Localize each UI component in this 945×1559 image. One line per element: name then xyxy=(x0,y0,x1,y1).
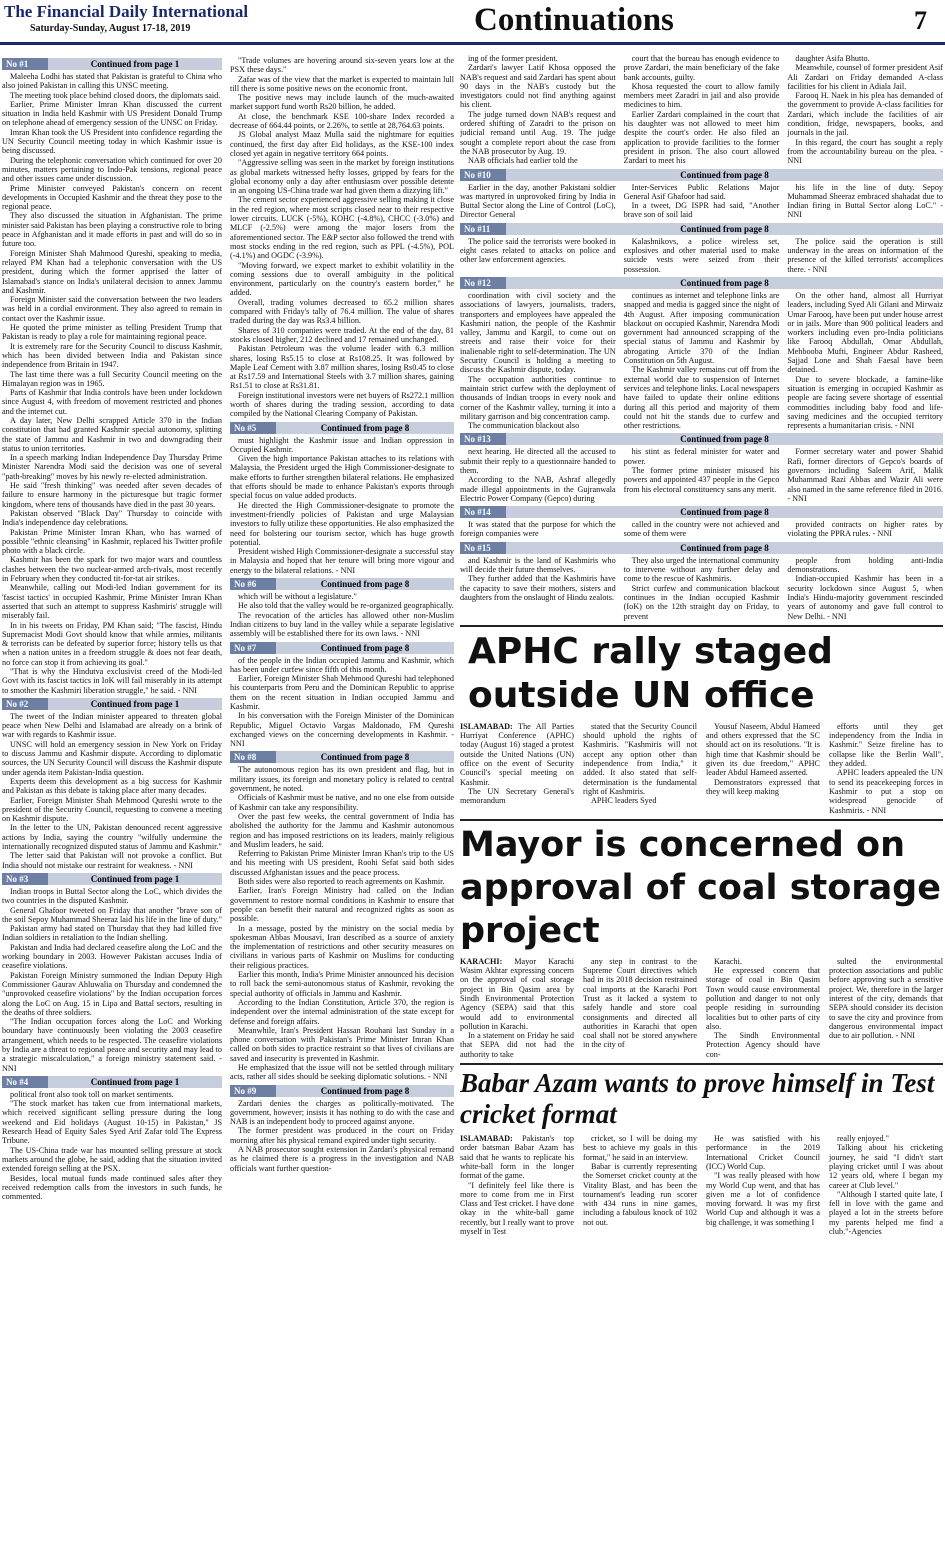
paragraph: UNSC will hold an emergency session in New York on Friday to discuss Jammu and Kashmir dispute. According to diplomatic sources, the UN Security Council will discuss the Kashmir dispute under agenda item Pakistan-India question. xyxy=(2,739,222,777)
paragraph: In his conversation with the Foreign Minister of the Dominican Republic, Miguel Octavio Vargas Maldonado, FM Qureshi exchanged views on the concerning developments in Kashmir. - NNI xyxy=(230,711,454,749)
paragraph: Both sides were also reported to reach agreements on Kashmir. xyxy=(238,877,445,887)
paragraph: In in his tweets on Friday, PM Khan said; "The fascist, Hindu Supremacist Modi Govt should know that while armies, militants & terrorists can be defeated by superior force; history tells us that when a nation unites in a freedom struggle & does not fear death, no force can stop it from achieving its goal." xyxy=(2,620,222,667)
paragraph: Mayor Karachi Wasim Akhtar expressing concern on the approval of coal storage project in Bin Qasim area by Sindh Environmental Protection Agency (SEPA) said that this would add to environmental pollution in Karachi. xyxy=(460,956,574,1031)
continuation-text-block xyxy=(460,54,943,166)
paragraph: During the telephonic conversation which continued for over 20 minutes, matters pertaining to Indo-Pak tensions, regional peace and other issues came under discussion. xyxy=(2,155,222,184)
story-mayor-coal xyxy=(460,824,943,1059)
continuation-text xyxy=(624,520,780,539)
continuation-header xyxy=(460,169,943,181)
continuation-label: Continued from page 8 xyxy=(276,422,454,434)
continuation-text xyxy=(460,54,616,166)
paragraph: provided contracts on higher rates by violating the PPRA rules. - NNI xyxy=(787,520,943,539)
continuation-label: Continued from page 8 xyxy=(276,578,454,590)
paragraph: must highlight the Kashmir issue and Indian oppression in Occupied Kashmir. xyxy=(230,435,454,454)
continuation-text xyxy=(230,56,454,419)
paragraph: court that the bureau has enough evidence to prove Zardari, the main beneficiary of the fake bank accounts, guilty. xyxy=(623,54,780,82)
paragraph: Earlier Zardari complained in the court that his daughter was not allowed to meet him despite the court's order. He also filed an application to provide facilities to the former president in prison. The also court allowed Zardari to meet his xyxy=(623,109,780,166)
continuation-text xyxy=(2,1090,222,1202)
story-babar-azam xyxy=(460,1068,943,1236)
paragraph: Indian-occupied Kashmir has been in a security lockdown since August 5, when India's Hindu-majority government rescinded years of autonomy and gave full control to New Delhi. - NNI xyxy=(787,574,943,621)
paragraph: A NAB prosecutor sought extension in Zardari's physical remand as he claimed there is a progress in the investigation and NAB officials want further question- xyxy=(230,1145,454,1173)
paragraph: Indian troops in Buttal Sector along the LoC, which divides the two countries in the disputed Kashmir. xyxy=(2,886,222,906)
paragraph: "Moving forward, we expect market to exhibit volatility in the coming sessions due to overall ambiguity in the political environment, particularly on the country's eastern border," he added. xyxy=(230,260,454,298)
paragraph: Earlier, Prime Minister Imran Khan discussed the current situation in India held Kashmir with US President Donald Trump on telephone ahead of emergency session of the UNSC on Friday. xyxy=(2,99,222,128)
page-number: 7 xyxy=(914,6,927,35)
continuation-label: Continued from page 8 xyxy=(276,642,454,654)
paragraph: cricket, so I will be doing my best to achieve my goals in this format," he said in an interview. xyxy=(583,1134,697,1162)
continuation-header xyxy=(460,223,943,235)
paragraph: The letter said that Pakistan will not provoke a conflict. But India should not mistake our restraint for weakness. - NNI xyxy=(2,851,222,870)
continuation-text xyxy=(624,291,780,430)
paragraph: The Kashmir valley remains cut off from the external world due to suspension of Internet services and telephone links. Local newspapers have failed to update their online editions during all this period and majority of them could not hit the stands due to curfew and other restrictions. xyxy=(623,365,780,431)
paragraph: "Although I started quite late, I fell in love with the game and played a lot in the streets before my parents helped me find a club."-Agencies xyxy=(829,1189,943,1237)
story-column xyxy=(706,957,820,1059)
continuation-text xyxy=(787,183,943,220)
continuation-header xyxy=(460,433,943,445)
paragraph: President wished High Commissioner-designate a successful stay in Malaysia and hoped that her tenure will bring more vigour and energy to the bilateral relations. - NNI xyxy=(230,547,454,575)
paragraph: Officials of Kashmir must be native, and no one else from outside of Kashmir can take any responsibility. xyxy=(230,793,454,812)
paragraph: Zardari denies the charges as politically-motivated. The government, however; insists it has nothing to do with the case and NAB is an independent body to proceed against anyone. xyxy=(230,1098,454,1127)
story-column xyxy=(706,1134,820,1236)
story-column xyxy=(829,722,943,815)
paragraph: The former prime minister misused his powers and appointed 437 people in the Gepco from his electoral constituency sans any merit. xyxy=(623,465,780,494)
paragraph: Karachi. xyxy=(714,956,742,966)
section-title: Continuations xyxy=(474,2,674,38)
paragraph: He emphasized that the issue will not be settled through military acts, rather all sides should be seeking diplomatic solutions. - NNI xyxy=(230,1062,454,1082)
paragraph: of the people in the Indian occupied Jammu and Kashmir, which has been under curfew since fifth of this month. xyxy=(230,655,454,674)
paragraph: According to the Indian Constitution, Article 370, the region is independent over the internal administration of the state except for defense and foreign affairs. xyxy=(230,997,454,1026)
story-headline: Babar Azam wants to prove himself in Test cricket format xyxy=(460,1068,935,1130)
paragraph: The autonomous region has its own president and flag, but in military issues, its foreign and monetary policy is related to central government, he noted. xyxy=(230,765,454,794)
continuation-text xyxy=(460,447,616,503)
paragraph: Experts deem this development as a big success for Kashmir and Pakistan as this debate is taking place after many decades. xyxy=(2,776,222,796)
paragraph: stated that the Security Council should uphold the rights of Kashmiris. "Kashmiris will not accept any option other than independence from India," it added. It also stated that self-determination is the fundamental right of Kashmiris. xyxy=(583,721,697,796)
continuation-header xyxy=(2,873,222,885)
continuation-label: Continued from page 8 xyxy=(506,277,943,289)
story-headline: APHC rally staged outside UN office xyxy=(468,630,833,716)
paragraph: He quoted the prime minister as telling President Trump that Pakistan is ready to play a role for maintaining regional peace. xyxy=(2,323,222,342)
continuation-text-block xyxy=(460,291,943,430)
paragraph: In a tweet, DG ISPR had said, "Another brave son of soil laid xyxy=(623,201,780,220)
section-divider xyxy=(460,1063,943,1065)
paragraph: Meanwhile, Iran's President Hassan Rouhani last Sunday in a phone conversation with Pakistan's Prime Minister Imran Khan called on both sides to practice restraint so that lives of civilians are saved and insecurity is prevented in Kashmir. xyxy=(230,1025,454,1063)
paragraph: Prime Minister conveyed Pakistan's concern on recent developments in Occupied Kashmir and the threat they pose to the regional peace. xyxy=(2,183,222,212)
paragraph: sulted the environmental protection associations and public before approving such a sensitive project. We, therefore in the larger interest of the city, demands that SEPA should consider its decision to save the city and province from dangerous environmental impact due to air pollution. - NNI xyxy=(829,956,943,1041)
paragraph: "The stock market has taken cue from international markets, which received significant selling pressure during the long weekend and Eid holidays (August 10-15) in Pakistan," JS Research Head of Equity Sales Syed Arif Zafar told The Express Tribune. xyxy=(2,1099,222,1146)
paragraph: Earlier, Iran's Foreign Ministry had called on the Indian government to restore normal conditions in Kashmir to ensure that people can benefit their natural and recognized rights as soon as possible. xyxy=(230,886,454,924)
story-column xyxy=(460,722,574,815)
paragraph: Meanwhile, counsel of former president Asif Ali Zardari on Friday demanded A-class facilities for his client in Adiala Jail. xyxy=(787,63,943,91)
paragraph: The police said the terrorists were booked in eight cases related to attacks on police and other law enforcement agencies. xyxy=(460,236,616,265)
continuation-text xyxy=(460,183,616,220)
paragraph: Overall, trading volumes decreased to 65.2 million shares compared with Friday's tally of 76.4 million. The value of shares traded during the day was Rs3.4 billion. xyxy=(230,297,454,326)
continuation-text xyxy=(787,520,943,539)
paragraph: "The Indian occupation forces along the LoC and Working boundary have continuously been violating the 2003 ceasefire arrangement, which needs to be respected. The ceasefire violations by India are a threat to regional peace and security and may lead to a strategic miscalculation," a foreign ministry statement said. - NNI xyxy=(2,1017,222,1073)
paragraph: On the other hand, almost all Hurriyat leaders, including Syed Ali Gilani and Mirwaiz Umar Farooq, have been put under house arrest or in jails. More than 900 political leaders and workers including even pro-India politicians like Farooq Abdullah, Omar Abdullah, Mehbooba Mufti, Engineer Abdur Rasheed, Sajjad Lone and Shah Faesal have been detained. xyxy=(787,290,943,375)
paragraph: The police said the operation is still underway in the areas on information of the presence of the killed terrorists' accomplices there. - NNI xyxy=(787,236,943,274)
story-column xyxy=(583,1134,697,1236)
continuation-label: Continued from page 8 xyxy=(506,542,943,554)
story-dateline: ISLAMABAD: xyxy=(460,721,513,731)
paragraph: Earlier, Foreign Minister Shah Mehmood Qureshi wrote to the president of the Security Council, requesting to convene a meeting on Kashmir dispute. xyxy=(2,795,222,824)
story-body xyxy=(460,722,943,815)
paragraph: Farooq H. Naek in his plea has demanded of the government to provide A-class facilities for Zardari, which include the facilities of air condition, fridge, newspapers, books, and journals in the jail. xyxy=(787,91,943,138)
paragraph: Due to severe blockade, a famine-like situation is emerging in occupied Kashmir as people are facing severe shortage of essential commodities including baby food and life-saving medicines and the occupied territory represents a humanitarian crisis. - NNI xyxy=(787,374,943,431)
continuation-header xyxy=(460,277,943,289)
paragraph: Maleeha Lodhi has stated that Pakistan is grateful to China who also joined Pakistan in calling this UNSC meeting. xyxy=(2,72,222,91)
continuation-text-block xyxy=(460,520,943,539)
story-column xyxy=(706,722,820,815)
continuation-number: No #2 xyxy=(2,698,48,710)
continuation-text xyxy=(230,436,454,575)
story-dateline: ISLAMABAD: xyxy=(460,1134,513,1144)
paragraph: In a statement on Friday he said that SEPA did not had the authority to take xyxy=(460,1031,574,1059)
continuation-header xyxy=(230,578,454,590)
continuation-text-block xyxy=(460,556,943,621)
paragraph: Demonstrators expressed that they will keep making xyxy=(706,777,820,796)
paragraph: and Kashmir is the land of Kashmiris who will decide their future themselves. xyxy=(460,555,616,575)
paragraph: The US-China trade war has mounted selling pressure at stock markets around the globe, he said, adding that the situation invited extended foreign selling at the PSX. xyxy=(2,1145,222,1174)
continuation-label: Continued from page 8 xyxy=(506,506,943,518)
continuation-number: No #15 xyxy=(460,542,506,554)
story-column xyxy=(460,1134,574,1236)
paragraph: Over the past few weeks, the central government of India has abolished the authority for the Jammu and Kashmir autonomous region and has imposed restrictions on its leaders, mainly religious and Muslim leaders, he said. xyxy=(230,811,454,849)
continuation-label: Continued from page 1 xyxy=(48,1076,222,1088)
paragraph: Meanwhile, calling out Modi-led Indian government for its 'fascist tactics' in occupied Kashmir, Prime Minister Imran Khan asserted that such an attempt to suppress Kashmiris' struggle will miserably fail. xyxy=(2,583,222,621)
story-column xyxy=(583,957,697,1059)
continuation-text xyxy=(787,237,943,274)
continuation-text xyxy=(460,520,616,539)
paragraph: Former secretary water and power Shahid Rafi, former directors of Gepco's boards of governors including Saleem Arif, Malik Muhammad Razi Abbas and Wazir Ali were also named in the same reference filed in 2016. - NNI xyxy=(787,447,943,503)
continuation-number: No #13 xyxy=(460,433,506,445)
column-1 xyxy=(2,52,222,1557)
continuation-text xyxy=(624,237,780,274)
paragraph: The Sindh Environmental Protection Agency should have con- xyxy=(706,1031,820,1059)
story-column xyxy=(583,722,697,815)
continuation-text xyxy=(230,592,454,638)
continuation-header xyxy=(230,642,454,654)
continuation-number: No #4 xyxy=(2,1076,48,1088)
continuation-number: No #6 xyxy=(230,578,276,590)
continuation-label: Continued from page 1 xyxy=(48,873,222,885)
paragraph: The occupation authorities continue to maintain strict curfew with the deployment of thousands of Indian troops in every nook and corner of the Kashmir valley, turning it into a military garrison and big concentration camp. xyxy=(460,374,616,421)
paragraph: his stint as federal minister for water and power. xyxy=(623,447,780,466)
continuation-number: No #14 xyxy=(460,506,506,518)
continuation-number: No #1 xyxy=(2,58,48,70)
paragraph: Imran Khan took the US President into confidence regarding the UN Security Council meeting today in which Kashmir issue is being discussed. xyxy=(2,127,222,156)
paragraph: The last time there was a full Security Council meeting on the Himalayan region was in 1965. xyxy=(2,369,222,388)
paragraph: daughter Asifa Bhutto. xyxy=(795,54,870,63)
paragraph: The revocation of the articles has allowed other non-Muslim Indian citizens to buy land in the valley while a separate legislative assembly will be established there for its own laws. - NNI xyxy=(230,610,454,639)
continuation-text xyxy=(787,447,943,503)
paragraph: any step in contrast to the Supreme Court directives which had in its 2018 decision restrained coal imports at the Karachi Port Trust as it lacked a system to safely handle and store coal consignments and directed all authorities in Karachi that open coal shall not be stored anywhere in the city of xyxy=(583,956,697,1050)
story-text xyxy=(460,722,574,805)
paragraph: next hearing. He directed all the accused to submit their reply to a questionnaire handed to them. xyxy=(460,447,616,475)
paragraph: "I was really pleased with how my World Cup went, and that has given me a lot of confidence moving forward. It was my first World Cup and although it was a big challenge, it was something I xyxy=(706,1171,820,1227)
continuation-header xyxy=(230,422,454,434)
paragraph: continues as internet and telephone links are snapped and media is gagged since the night of 4th August. After imposing communication blackout on occupied Kashmir, Narendra Modi government had announced scrapping of the special status of Jammu and Kashmir by abrogating Article 370 of the Indian Constitution on 5th August. xyxy=(623,290,780,366)
paper-name: The Financial Daily International xyxy=(4,2,249,21)
continuation-number: No #9 xyxy=(230,1085,276,1097)
continuation-text xyxy=(230,765,454,1081)
paragraph: They also discussed the situation in Afghanistan. The prime minister said Pakistan has been playing a constructive role to bring peace in Afghanistan and it made efforts in past and will do so in future too. xyxy=(2,211,222,249)
continuation-number: No #7 xyxy=(230,642,276,654)
paragraph: According to the NAB, Ashraf allegedly made illegal appointments in the Gujranwala Electric Power Company (Gepco) during xyxy=(460,475,616,503)
paragraph: Parts of Kashmir that India controls have been under lockdown since August 4, with freedom of movement restricted and phones and the internet cut. xyxy=(2,388,222,416)
continuation-text-block xyxy=(460,183,943,220)
continuation-number: No #8 xyxy=(230,751,276,763)
paragraph: The former president was produced in the court on Friday morning after his physical remand expired under tight security. xyxy=(230,1126,454,1145)
paragraph: really enjoyed." xyxy=(837,1134,889,1144)
paragraph: Talking about his cricketing journey, he said "I didn't start playing cricket until I was about 12 years old, where I began my career at Club level." xyxy=(829,1143,943,1190)
story-column xyxy=(829,1134,943,1236)
paragraph: The tweet of the Indian minister appeared to threaten global peace when New Delhi and Islamabad are already on a brink of war with regards to Kashmir issue. xyxy=(2,711,222,740)
paragraph: "I definitely feel like there is more to come from me in First Class and Test cricket. I have done okay in the white-ball game recently, but I really want to prove myself in Test xyxy=(460,1180,574,1237)
continuation-text xyxy=(460,556,616,621)
continuation-text xyxy=(460,291,616,430)
continuation-text xyxy=(624,183,780,220)
paragraph: "Aggressive selling was seen in the market by foreign institutions as global markets witnessed hefty losses, gripped by fears for the global economy only a day after enthusiasm over possible detente in an ongoing US-China trade war had given them a dizzying lift." xyxy=(230,158,454,196)
paragraph: Earlier this month, India's Prime Minister announced his decision to roll back the semi-autonomous status of Kashmir, revoking the special authority of officials in Jammu and Kashmir. xyxy=(230,970,454,998)
paragraph: He expressed concern that storage of coal in Bin Qasim Town would cause environmental pollution and danger to not only people residing in surrounding localities but to other parts of city also. xyxy=(706,966,820,1031)
paragraph: He directed the High Commissioner-designate to promote the investment-friendly policies of Pakistan and urge Malaysian investors to fully utilize these opportunities. He also emphasized the need for bolstering our tourism sector, which has huge growth potential. xyxy=(230,500,454,547)
paragraph: called in the country were not achieved and some of them were xyxy=(623,520,780,539)
continuation-header xyxy=(230,1085,454,1097)
story-text xyxy=(460,957,574,1059)
continuation-label: Continued from page 1 xyxy=(48,698,222,710)
paragraph: The cement sector experienced aggressive selling making it close in the red region, where most scripts closed near to their respective lower circuits. LUCK (-5%), KOHC (-4.8%), CHCC (-3.0%) and MLCF (-2.5%) were among the major losers from the aforementioned sector. The E&P sector also followed the trend with most stocks ending in the red region, such as PPL (-4.5%), POL (-4.1%) and OGDC (-3.9%). xyxy=(230,195,454,261)
paragraph: Babar is currently representing the Somerset cricket county at the Vitality Blast, and has been the tournament's leading run scorer with 434 runs in nine games, including a fabulous knock of 102 not out. xyxy=(583,1161,697,1227)
paragraph: APHC leaders Syed xyxy=(591,796,657,806)
paragraph: JS Global analyst Maaz Mulla said the nightmare for equities continued, the first day after Eid holidays, as the KSE-100 index closed yet again in negative territory 664 points. xyxy=(230,130,454,158)
continuation-header xyxy=(2,698,222,710)
paragraph: Strict curfew and communication blackout continues in the Indian occupied Kashmir (IoK) on the 12th straight day on Friday, to prevent xyxy=(623,583,780,621)
continuation-text xyxy=(2,887,222,1073)
paragraph: The UN Secretary General's memorandum xyxy=(460,786,574,806)
paragraph: In the letter to the UN, Pakistan denounced recent aggressive actions by India, saying the country "wilfully undermine the internationally recognized disputed status of Jammu and Kashmir." xyxy=(2,823,222,852)
paragraph: General Ghafoor tweeted on Friday that another "brave son of the soil Sepoy Muhammad Sheeraz laid his life in the line of duty." xyxy=(2,905,222,924)
section-divider xyxy=(460,819,943,821)
continuation-number: No #12 xyxy=(460,277,506,289)
section-divider xyxy=(460,625,943,627)
story-headline: Mayor is concerned on approval of coal storage project xyxy=(460,824,941,951)
continuation-label: Continued from page 8 xyxy=(276,751,454,763)
continuation-number: No #10 xyxy=(460,169,506,181)
paragraph: He was satisfied with his performance in the 2019 International Cricket Council (ICC) World Cup. xyxy=(706,1134,820,1171)
paragraph: Shares of 310 companies were traded. At the end of the day, 81 stocks closed higher, 212 declined and 17 remained unchanged. xyxy=(230,325,454,344)
paragraph: Pakistan and India had declared ceasefire along the LoC and the working boundary in 2003. However Pakistan accuses India of ceasefire violations. xyxy=(2,942,222,971)
continuation-text xyxy=(230,656,454,749)
paragraph: It was stated that the purpose for which the foreign companies were xyxy=(460,520,616,539)
paragraph: Zafar was of the view that the market is expected to maintain lull till there is some positive news on the economic front. xyxy=(230,74,454,93)
paragraph: Foreign Minister said the conversation between the two leaders was held in a cordial environment. They also agreed to remain in contact over the Kashmir issue. xyxy=(2,295,222,323)
continuation-text xyxy=(2,72,222,695)
continuation-text xyxy=(230,1099,454,1173)
paragraph: Pakistan's top order batsman Babar Azam has said that he wants to replicate his white-ball form in the longer format of the game. xyxy=(460,1134,574,1181)
paragraph: The judge turned down NAB's request and ordered shifting of Zaradri to the prison on judicial remand until Aug. 19. The judge sought a complete report about the case from the NAB prosecutor by Aug. 19. xyxy=(460,109,616,156)
paragraph: Pakistan army had stated on Thursday that they had killed five Indian soldiers in retaliation to the Indian shelling. xyxy=(2,924,222,943)
paragraph: In this regard, the court has sought a reply from the accountability bureau on the plea. - NNI xyxy=(787,137,943,166)
continuation-header xyxy=(230,751,454,763)
paragraph: A day later, New Delhi scrapped Article 370 in the Indian constitution that had granted Kashmir special autonomy, splitting the state of Jammu and Kashmir in two and downgrading their status to union territories. xyxy=(2,415,222,453)
story-dateline: KARACHI: xyxy=(460,956,503,966)
story-column xyxy=(460,957,574,1059)
paragraph: Besides, local mutual funds made continued sales after they received redemption calls from the investors in such funds, he commented. xyxy=(2,1173,222,1202)
paragraph: Kashmir has been the spark for two major wars and countless clashes between the two nuclear-armed arch-rivals, most recently in February when they conducted tit-for-tat air strikes. xyxy=(2,555,222,584)
continuation-label: Continued from page 8 xyxy=(276,1085,454,1097)
paragraph: They also urged the international community to intervene without any further delay and come to the rescue of Kashmiris. xyxy=(623,555,780,584)
continuation-label: Continued from page 8 xyxy=(506,169,943,181)
paragraph: coordination with civil society and the associations of lawyers, journalists, traders, transporters and employees have appealed the Kashmiri nation, the people of the Kashmir valley, Jammu and Kargil, to come out on streets and raise their voice for their inalienable right to self-determination. The UN Security Council is holding a meeting to discuss the Kashmir dispute, today. xyxy=(460,290,616,375)
continuation-text xyxy=(624,54,780,166)
paragraph: Pakistan Petroleum was the volume leader with 6.3 million shares, losing Rs5.15 to close at Rs108.25. It was followed by Maple Leaf Cement with 3.87 million shares, losing Rs0.45 to close at Rs17.59 and International Steels with 3.7 million shares, gaining Rs1.51 to close at Rs31.81. xyxy=(230,344,454,391)
continuation-number: No #3 xyxy=(2,873,48,885)
paragraph: In a speech marking Indian Independence Day Thursday Prime Minister Narendra Modi said the decision was one of several "path-breaking" moves by his newly re-elected administration. xyxy=(2,453,222,481)
paragraph: The positive news may include launch of the much-awaited market support fund worth Rs20 billion, he added. xyxy=(230,93,454,112)
paragraph: The meeting took place behind closed doors, the diplomats said. xyxy=(10,90,221,100)
masthead xyxy=(0,0,945,50)
continuation-text xyxy=(787,291,943,430)
paragraph: efforts until they get independency from the India in Kashmir." Seize fireline has to collapse like the Berlin Wall", they added. xyxy=(829,721,943,769)
paragraph: The All Parties Hurriyat Conference (APHC) today (August 16) staged a protest outside the United Nations (UN) office on the event of Security Council's special meeting on Kashmir. xyxy=(460,721,574,787)
paragraph: ing of the former president. xyxy=(468,54,558,63)
paragraph: In a message, posted by the ministry on the social media by spokesman Abbas Mousavi, Iran described as a source of anxiety the implementation of restrictions and other security measures on civilians in various parts of Kashmir on Muslims for conducting their religious practices. xyxy=(230,923,454,970)
paragraph: Given the high importance Pakistan attaches to its relations with Malaysia, the President urged the High Commissioner-designate to make efforts to further strengthen bilateral relations. He emphasized that efforts should be made to enhance Pakistan's exports through special focus on value added products. xyxy=(230,454,454,501)
paragraph: Earlier in the day, another Pakistani soldier was martyred in unprovoked firing by India in Buttal Sector along the Line of Control (LoC), Director General xyxy=(460,182,616,220)
continuation-header xyxy=(460,542,943,554)
paragraph: NAB officials had earlier told the xyxy=(468,156,578,166)
paragraph: Pakistan Prime Minister Imran Khan, who has warned of possible "ethnic cleansing" in Kashmir, replaced his Twitter profile photo with a black circle. xyxy=(2,527,222,556)
paragraph: Foreign Minister Shah Mahmood Qureshi, speaking to media, relayed PM Khan had a telephonic conversation with the US president, during which the former apprised the latter of Islamabad's stance on India's unilateral decision to annex Jammu and Kashmir. xyxy=(2,248,222,295)
continuation-text xyxy=(624,556,780,621)
paragraph: which will be without a legislature." xyxy=(238,592,357,602)
paragraph: Pakistan observed "Black Day" Thursday to coincide with India's independence day celebrations. xyxy=(2,508,222,528)
continuation-text xyxy=(787,556,943,621)
continuation-header xyxy=(2,58,222,70)
paragraph: "That is why the Hindutva exclusivist creed of the Modi-led Govt with its fascist tactics in IoK will fail miserably in its attempt to smother the Kashmiri liberation struggle," he said. - NNI xyxy=(2,667,222,695)
continuation-label: Continued from page 1 xyxy=(48,58,222,70)
paragraph: Yousuf Naseem, Abdul Hameed and others expressed that the SC should act on its resolutions. "It is high time that Kashmir should be given its due freedom," APHC leader Abdul Hameed asserted. xyxy=(706,721,820,778)
issue-date: Saturday-Sunday, August 17-18, 2019 xyxy=(30,23,191,34)
paragraph: Kalashnikovs, a police wireless set, explosives and other material used to make suicide vests were seized from their possession. xyxy=(623,236,780,274)
continuation-header xyxy=(2,1076,222,1088)
paragraph: his life in the line of duty. Sepoy Muhammad Sheeraz embraced shahadat due to Indian firing in Buttal Sector along LoC." - NNI xyxy=(787,182,943,220)
paragraph: At close, the benchmark KSE 100-share Index recorded a decrease of 664.44 points, or 2.26%, to settle at 28,764.63 points. xyxy=(230,111,454,131)
paragraph: They further added that the Kashmiris have the capacity to save their mothers, sisters and daughters from the onslaught of Hindu zealots. xyxy=(460,574,616,602)
paragraph: Earlier, Foreign Minister Shah Mehmood Qureshi had telephoned his counterparts from Peru and the Dominican Republic to apprise them on the recent situation in Indian occupied Jammu and Kashmir. xyxy=(230,674,454,711)
story-body xyxy=(460,957,943,1059)
paragraph: Khosa requested the court to allow family members meet Zaradri in jail and also provide medicines to him. xyxy=(623,81,780,110)
story-text xyxy=(460,1134,574,1236)
continuation-text xyxy=(787,54,943,166)
story-body xyxy=(460,1134,943,1236)
continuation-label: Continued from page 8 xyxy=(506,223,943,235)
paragraph: He said "fresh thinking" was needed after seven decades of failure to ensure harmony in the picturesque but tragic former kingdom, where tens of thousands have died in the past 30 years. xyxy=(2,481,222,509)
continuation-number: No #5 xyxy=(230,422,276,434)
paragraph: It is extremely rare for the Security Council to discuss Kashmir, which has been divided between India and Pakistan since independence from Britain in 1947. xyxy=(2,341,222,370)
continuation-text-block xyxy=(460,447,943,503)
paragraph: Zardari's lawyer Latif Khosa opposed the NAB's request and said Zardari has spent about 90 days in the NAB's custody but the investigators could not find anything against his client. xyxy=(460,63,616,110)
paragraph: The communication blackout also xyxy=(468,421,580,431)
continuation-header xyxy=(460,506,943,518)
story-column xyxy=(829,957,943,1059)
story-aphc-rally xyxy=(460,630,943,815)
paragraph: Foreign institutional investors were net buyers of Rs272.1 million worth of shares during the trading session, according to data compiled by the National Clearing Company of Pakistan. xyxy=(230,390,454,419)
column-3 xyxy=(460,52,943,1557)
continuation-text xyxy=(624,447,780,503)
paragraph: APHC leaders appealed the UN to send its peacekeeping forces in Kashmir to put a stop on widespread genocide of Kashmiris. - NNI xyxy=(829,768,943,815)
paragraph: Referring to Pakistan Prime Minister Imran Khan's trip to the US and his meeting with US president, Roohi Sefat said both sides discussed Afghanistan issues and the peace process. xyxy=(230,849,454,877)
masthead-rule xyxy=(0,42,945,45)
paragraph: political front also took toll on market sentiments. xyxy=(10,1089,174,1099)
continuation-text xyxy=(460,237,616,274)
paragraph: Inter-Services Public Relations Major General Asif Ghafoor had said. xyxy=(623,182,780,201)
paragraph: people from holding anti-India demonstrations. xyxy=(787,555,943,575)
paragraph: "Trade volumes are hovering around six-seven years low at the PSX these days." xyxy=(230,56,454,75)
column-2 xyxy=(230,52,454,1557)
continuation-label: Continued from page 8 xyxy=(506,433,943,445)
continuation-number: No #11 xyxy=(460,223,506,235)
paragraph: Pakistan Foreign Ministry summoned the Indian Deputy High Commissioner Gaurav Ahluwalia on Thursday and condemned the "unprovoked ceasefire violations" by the Indian occupation forces along the LoC on Aug. 15 in Lipa and Battal sectors, resulting in the deaths of three soldiers. xyxy=(2,970,222,1017)
paragraph: He also told that the valley would be re-organized geographically. xyxy=(238,601,454,611)
continuation-text-block xyxy=(460,237,943,274)
continuation-text xyxy=(2,712,222,870)
